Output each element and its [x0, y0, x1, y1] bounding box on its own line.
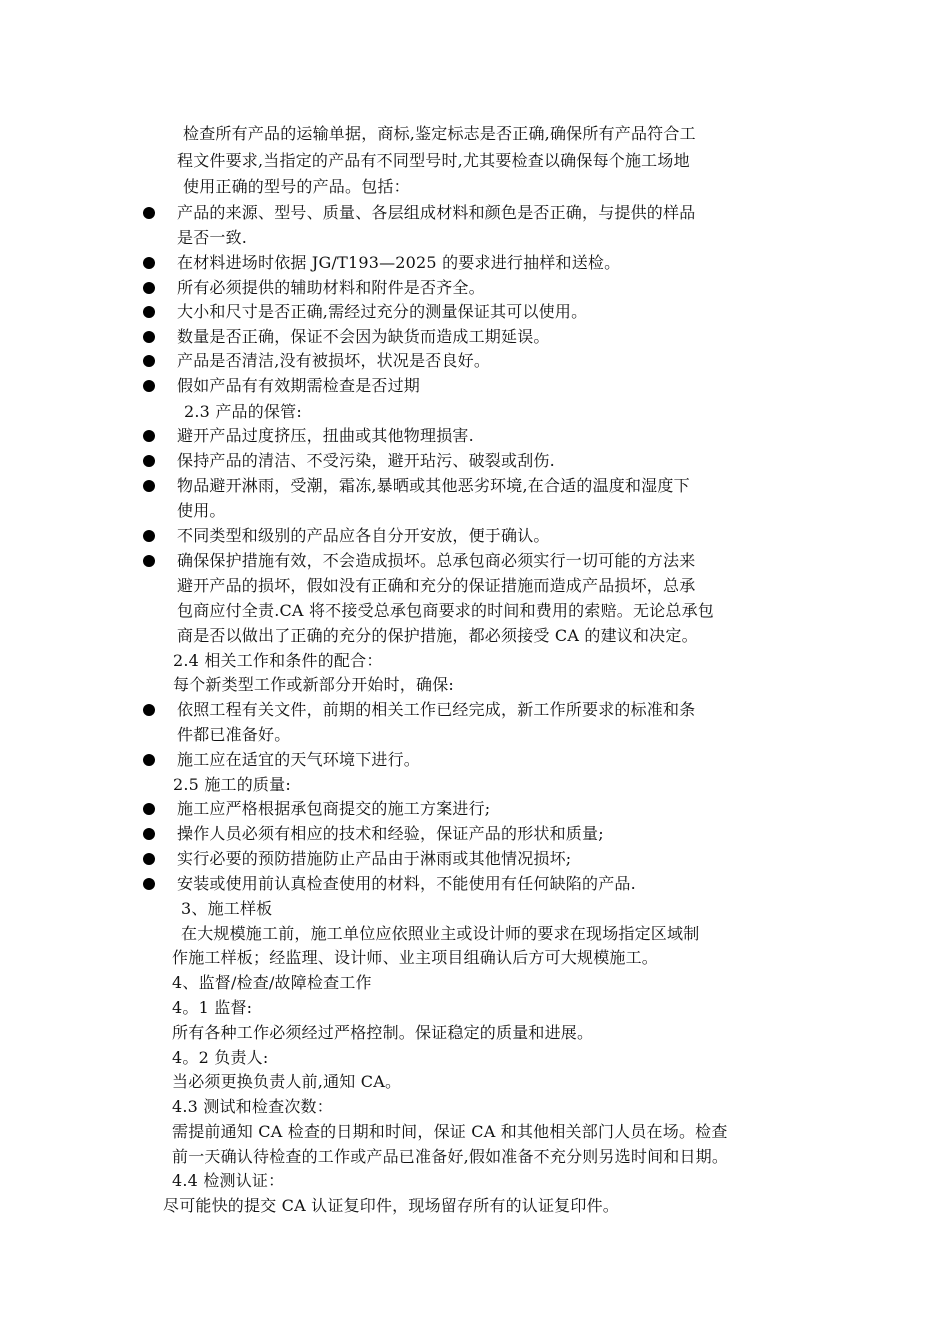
bullet-icon	[143, 380, 155, 392]
paragraph-line: 需提前通知 CA 检查的日期和时间，保证 CA 和其他相关部门人员在场。检查	[172, 1122, 728, 1141]
list-item-continuation: 包商应付全责.CA 将不接受总承包商要求的时间和费用的索赔。无论总承包	[177, 601, 714, 620]
section-heading-4-4: 4.4 检测认证：	[172, 1171, 285, 1190]
list-item: 物品避开淋雨，受潮，霜冻,暴晒或其他恶劣环境,在合适的温度和湿度下	[177, 476, 690, 495]
section-heading-2-4: 2.4 相关工作和条件的配合：	[173, 651, 383, 670]
section-heading-3: 3、施工样板	[181, 899, 273, 918]
paragraph-line: 在大规模施工前，施工单位应依照业主或设计师的要求在现场指定区域制	[181, 924, 700, 943]
list-item: 实行必要的预防措施防止产品由于淋雨或其他情况损坏;	[177, 849, 572, 868]
paragraph-line: 作施工样板；经监理、设计师、业主项目组确认后方可大规模施工。	[172, 948, 659, 967]
list-item: 数量是否正确，保证不会因为缺货而造成工期延误。	[177, 327, 550, 346]
list-item: 大小和尺寸是否正确,需经过充分的测量保证其可以使用。	[177, 302, 588, 321]
list-item-continuation: 商是否以做出了正确的充分的保护措施，都必须接受 CA 的建议和决定。	[177, 626, 698, 645]
intro-paragraph-line: 使用正确的型号的产品。包括：	[183, 177, 410, 196]
list-item: 施工应严格根据承包商提交的施工方案进行;	[177, 799, 491, 818]
list-item-continuation: 件都已准备好。	[177, 725, 291, 744]
bullet-icon	[143, 754, 155, 766]
bullet-icon	[143, 355, 155, 367]
bullet-icon	[143, 455, 155, 467]
intro-paragraph-line: 程文件要求,当指定的产品有不同型号时,尤其要检查以确保每个施工场地	[177, 151, 690, 170]
section-heading-2-5: 2.5 施工的质量:	[173, 775, 291, 794]
list-item-continuation: 避开产品的损坏，假如没有正确和充分的保证措施而造成产品损坏，总承	[177, 576, 696, 595]
bullet-icon	[143, 207, 155, 219]
list-item-continuation: 使用。	[177, 501, 226, 520]
list-item-continuation: 是否一致.	[177, 228, 248, 247]
section-heading-2-3: 2.3 产品的保管:	[184, 402, 302, 421]
bullet-icon	[143, 530, 155, 542]
bullet-icon	[143, 430, 155, 442]
paragraph: 每个新类型工作或新部分开始时，确保:	[173, 675, 454, 694]
section-heading-4-2: 4。2 负责人:	[172, 1048, 269, 1067]
section-heading-4: 4、监督/检查/故障检查工作	[172, 973, 372, 992]
paragraph-line: 前一天确认待检查的工作或产品已准备好,假如准备不充分则另选时间和日期。	[172, 1147, 729, 1166]
section-heading-4-1: 4。1 监督:	[172, 998, 253, 1017]
list-item: 避开产品过度挤压，扭曲或其他物理损害.	[177, 426, 474, 445]
list-item: 产品是否清洁,没有被损坏，状况是否良好。	[177, 351, 491, 370]
bullet-icon	[143, 704, 155, 716]
bullet-icon	[143, 878, 155, 890]
bullet-icon	[143, 331, 155, 343]
section-heading-4-3: 4.3 测试和检查次数：	[172, 1097, 333, 1116]
paragraph: 尽可能快的提交 CA 认证复印件，现场留存所有的认证复印件。	[163, 1196, 619, 1215]
bullet-icon	[143, 257, 155, 269]
list-item: 依照工程有关文件，前期的相关工作已经完成，新工作所要求的标准和条	[177, 700, 696, 719]
intro-paragraph-line: 检查所有产品的运输单据，商标,鉴定标志是否正确,确保所有产品符合工	[183, 124, 696, 143]
paragraph: 所有各种工作必须经过严格控制。保证稳定的质量和进展。	[172, 1023, 594, 1042]
list-item: 所有必须提供的辅助材料和附件是否齐全。	[177, 278, 485, 297]
bullet-icon	[143, 306, 155, 318]
bullet-icon	[143, 555, 155, 567]
list-item: 操作人员必须有相应的技术和经验，保证产品的形状和质量;	[177, 824, 604, 843]
list-item: 安装或使用前认真检查使用的材料，不能使用有任何缺陷的产品.	[177, 874, 636, 893]
list-item: 假如产品有有效期需检查是否过期	[177, 376, 421, 395]
paragraph: 当必须更换负责人前,通知 CA。	[172, 1072, 402, 1091]
bullet-icon	[143, 282, 155, 294]
list-item: 产品的来源、型号、质量、各层组成材料和颜色是否正确，与提供的样品	[177, 203, 696, 222]
bullet-icon	[143, 853, 155, 865]
bullet-icon	[143, 480, 155, 492]
list-item: 不同类型和级别的产品应各自分开安放，便于确认。	[177, 526, 550, 545]
list-item: 在材料进场时依据 JG/T193—2025 的要求进行抽样和送检。	[177, 253, 621, 272]
bullet-icon	[143, 803, 155, 815]
bullet-icon	[143, 828, 155, 840]
list-item: 施工应在适宜的天气环境下进行。	[177, 750, 421, 769]
list-item: 保持产品的清洁、不受污染，避开玷污、破裂或刮伤.	[177, 451, 555, 470]
list-item: 确保保护措施有效，不会造成损坏。总承包商必须实行一切可能的方法来	[177, 551, 696, 570]
